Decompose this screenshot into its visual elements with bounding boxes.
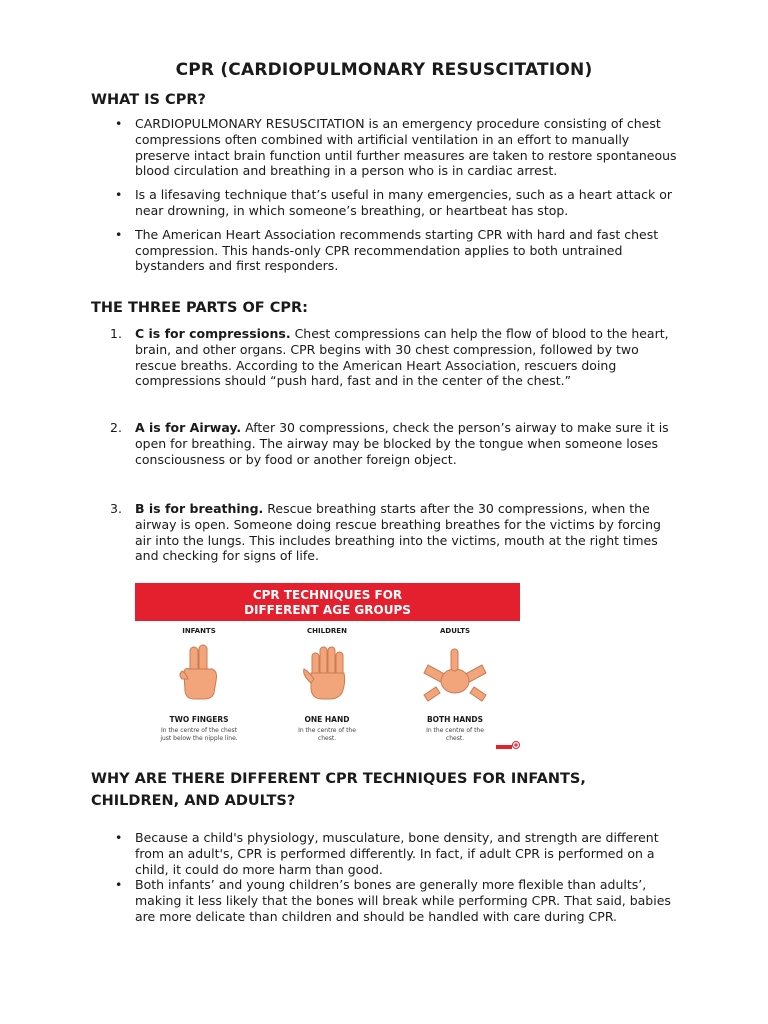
list-item bbox=[115, 830, 685, 877]
one-hand-icon bbox=[292, 643, 362, 703]
part-item-compressions bbox=[110, 326, 670, 389]
two-fingers-icon bbox=[164, 643, 234, 703]
group-label: INFANTS bbox=[182, 627, 216, 635]
part-lead: B is for breathing. bbox=[135, 501, 264, 516]
list-item-text: Because a child's physiology, musculature, bone density, and strength are different from an adult's, CPR is performed differently. In fact, if adult CPR is performed on a child, it could do more harm than good. bbox=[135, 830, 659, 877]
banner-line-1: CPR TECHNIQUES FOR bbox=[252, 588, 403, 602]
parts-list-3 bbox=[110, 501, 670, 564]
group-caption: ONE HAND bbox=[304, 715, 350, 724]
bullet-icon: • bbox=[115, 830, 123, 845]
list-item-text: Is a lifesaving technique that’s useful in many emergencies, such as a heart attack or near drowning, in which someone’s breathing, or heartbeat has stop. bbox=[135, 187, 673, 218]
group-note: In the centre of the chest just below the nipple line. bbox=[160, 727, 238, 742]
parts-list-2 bbox=[110, 420, 670, 467]
part-number: 3. bbox=[110, 501, 122, 516]
why-list bbox=[115, 830, 685, 925]
why-heading-line-1: WHY ARE THERE DIFFERENT CPR TECHNIQUES FOR INFANTS, bbox=[91, 771, 586, 787]
document-title: CPR (CARDIOPULMONARY RESUSCITATION) bbox=[175, 60, 593, 80]
group-caption: TWO FINGERS bbox=[169, 715, 229, 724]
list-item bbox=[115, 227, 685, 274]
infants-column bbox=[135, 625, 263, 743]
adults-column bbox=[391, 625, 519, 743]
part-lead: A is for Airway. bbox=[135, 420, 242, 435]
group-label: CHILDREN bbox=[307, 627, 347, 635]
why-heading-line-2: CHILDREN, AND ADULTS? bbox=[91, 793, 296, 809]
bullet-icon: • bbox=[115, 116, 123, 131]
part-text: Rescue breathing starts after the 30 compressions, when the airway is open. Someone doing rescue breathing breathes for the victims by forcing air into the lungs. This includes breathing into the victims, mouth at the right times and checking for signs of life. bbox=[135, 501, 661, 564]
part-lead: C is for compressions. bbox=[135, 326, 291, 341]
list-item bbox=[115, 877, 685, 924]
parts-heading: THE THREE PARTS OF CPR: bbox=[91, 300, 308, 316]
part-text: After 30 compressions, check the person’s airway to make sure it is open for breathing. The airway may be blocked by the tongue when someone loses consciousness or by food or another foreign object. bbox=[135, 420, 669, 467]
list-item-text: Both infants’ and young children’s bones are generally more flexible than adults’, making it less likely that the bones will break while performing CPR. That said, babies are more delicate than children and should be handled with care during CPR. bbox=[135, 877, 671, 924]
children-column bbox=[263, 625, 391, 743]
part-item-breathing bbox=[110, 501, 670, 564]
banner-line-2: DIFFERENT AGE GROUPS bbox=[244, 603, 411, 617]
list-item-text: The American Heart Association recommends starting CPR with hard and fast chest compression. This hands-only CPR recommendation applies to both untrained bystanders and first responders. bbox=[135, 226, 659, 274]
part-number: 1. bbox=[110, 326, 122, 341]
group-caption: BOTH HANDS bbox=[426, 715, 484, 724]
part-item-airway bbox=[110, 420, 670, 467]
part-text: Chest compressions can help the flow of blood to the heart, brain, and other organs. CPR begins with 30 chest compression, followed by two rescue breaths. According to the American Heart Association, rescuers doing compressions should “push hard, fast and in the center of the chest.” bbox=[135, 326, 669, 389]
list-item bbox=[115, 116, 685, 179]
bullet-icon: • bbox=[115, 187, 123, 203]
firstaid-logo-icon bbox=[496, 739, 520, 753]
bullet-icon: • bbox=[115, 226, 123, 242]
cpr-techniques-infographic bbox=[135, 583, 520, 753]
list-item-text: CARDIOPULMONARY RESUSCITATION is an emergency procedure consisting of chest compressions often combined with artificial ventilation in an effort to manually preserve intact brain function until further measures are taken to restore spontaneous blood circulation and breathing in a person who is in cardiac arrest. bbox=[135, 116, 677, 179]
what-is-list bbox=[115, 116, 685, 274]
bullet-icon: • bbox=[115, 877, 123, 893]
what-is-heading: WHAT IS CPR? bbox=[91, 92, 206, 108]
infographic-banner bbox=[135, 583, 520, 621]
group-note: In the centre of the chest. bbox=[426, 727, 484, 742]
both-hands-icon bbox=[420, 643, 490, 703]
why-heading bbox=[91, 768, 586, 812]
part-number: 2. bbox=[110, 420, 122, 435]
parts-list bbox=[110, 326, 670, 389]
group-label: ADULTS bbox=[439, 627, 471, 635]
group-note: In the centre of the chest. bbox=[298, 727, 356, 742]
list-item bbox=[115, 187, 685, 219]
